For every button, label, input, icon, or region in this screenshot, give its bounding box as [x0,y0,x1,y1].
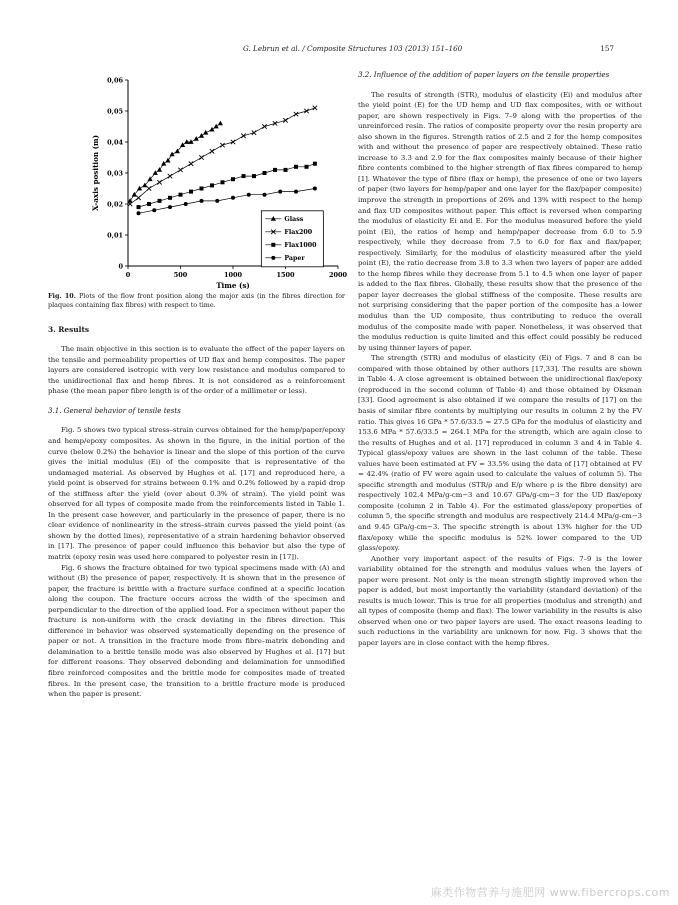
data-point-glass [218,121,223,126]
x-tick-label: 1000 [223,271,243,279]
x-tick-label: 0 [125,271,131,279]
data-point-glass [153,170,158,175]
y-tick-label: 0,03 [107,169,123,178]
data-point-flax1000 [200,187,204,191]
legend-label: Flax1000 [284,242,317,250]
series-line-glass [130,123,220,200]
y-tick-label: 0,05 [107,107,123,116]
data-point-flax200 [273,121,277,125]
section-heading-results: 3. Results [48,324,90,334]
subsection-heading: 3.1. General behavior of tensile tests [48,405,181,415]
data-point-flax1000 [284,168,288,172]
data-point-flax200 [294,112,298,116]
y-tick-label: 0,02 [107,200,123,209]
data-point-flax1000 [168,196,172,200]
data-point-glass [199,133,204,138]
x-tick-label: 1500 [276,271,295,279]
data-point-flax200 [313,106,317,110]
data-point-flax200 [178,168,182,172]
watermark: 麻类作物营养与施肥网 www.fibercrops.com [430,886,670,899]
paragraph: Fig. 6 shows the fracture obtained for two typical specimens made with (A) and without (B) the presence of paper, respectively. It is shown that in the presence of paper, the fracture is brittle with a fracture surface confined at a specific location along the coupon. The fracture occurs across the width of the specimen and perpendicular to the direction of the applied load. For a specimen without paper the fracture is non-uniform with the crack deviating in the fibres direction. This difference in behavior was observed systematically depending on the presence of paper or not. A transition in the fracture mode from fibre–matrix debonding and delamination to a brittle tensile mode was also observed by Hughes et al. [17] but for different reasons. They observed debonding and delamination for unmodified fibre reinforced composites and the brittle mode for composites made of treated fibres. In the present case, the transition to a brittle fracture mode is produced when the paper is present. [48,563,345,699]
legend-marker-paper [271,256,275,260]
data-point-flax200 [262,124,266,128]
data-point-flax1000 [147,202,151,206]
data-point-paper [215,199,219,203]
data-point-paper [200,199,204,203]
data-point-flax1000 [189,190,193,194]
data-point-paper [263,193,267,197]
data-point-flax1000 [305,165,309,169]
data-point-glass [184,139,189,144]
data-point-flax1000 [158,199,162,203]
data-point-flax200 [252,131,256,135]
y-tick-label: 0,04 [107,138,123,147]
data-point-flax200 [168,174,172,178]
data-point-paper [278,190,282,194]
data-point-flax1000 [242,174,246,178]
data-point-flax1000 [252,174,256,178]
x-tick-label: 2000 [328,271,348,279]
data-point-flax1000 [313,162,317,166]
paragraph: Fig. 5 shows two typical stress–strain curves obtained for the hemp/paper/epoxy and hemp/epoxy composites. As shown in the figure, in the initial portion of the curve (below 0.2%) the behavior is linear and the slope of this portion of the curve gives the initial modulus (Ei) of the composite that is representative of the undamaged material. As observed by Hughes et al. [17] and reproduced here, a yield point is observed for strains between 0.1% and 0.2% followed by a rapid drop of the stiffness after the yield (over about 0.3% of strain). The yield point was observed for all types of composite made from the reinforcements listed in Table 1. In the present case however, and particularly in the presence of paper, there is no clear evidence of nonlinearity in the stress–strain curves passed the yield point (as shown by the dotted lines), representative of a strain hardening behavior observed in [17]. The presence of paper could influence this behavior but also the type of matrix (epoxy resin was used here compared to polyester resin in [17]). [48,426,345,561]
right-column [358,70,642,649]
legend-label: Flax200 [284,229,313,237]
data-point-flax200 [199,155,203,159]
legend-marker-flax1000 [271,243,275,247]
paragraph: The strength (STR) and modulus of elasticity (Ei) of Figs. 7 and 8 can be compared with those obtained by other authors [17,33]. The results are shown in Table 4. A close agreement is obtained between the unidirectional flax/epoxy (reproduced in the second column of Table 4) and those obtained by Oksman [33]. Good agreement is also obtained if we compare the results of [17] on the basis of similar fibre contents by multiplying our results in column 2 by the FV ratio. This gives 16 GPa * 57.6/33.5 = 27.5 GPa for the modulus of elasticity and 153.6 MPa * 57.6/33.5 = 264.1 MPa for the strength, which are again close to the results of Hughes and et al. [17] reproduced in column 3 and 4 in Table 4. Typical glass/epoxy values are shown in the last column of the table. These values have been estimated at FV = 33.5% using the data of [17] obtained at FV = 42.4% (ratio of FV were again used to calculate the values of column 5). The specific strength and modulus (STR/ρ and E/ρ where ρ is the fibre density) are respectively 102.4 MPa/g-cm−3 and 10.67 GPa/g-cm−3 for the UD flax/epoxy composite (column 2 in Table 4). For the estimated glass/epoxy properties of column 5, the specific strength and modulus are respectively 214.4 MPa/g-cm−3 and 9.45 GPa/g-cm−3. The specific strength is about 13% higher for the UD flax/epoxy while the specific modulus is 52% lower compared to the UD glass/epoxy. [358,354,642,553]
paragraph: The main objective in this section is to evaluate the effect of the paper layers on the tensile and permeability properties of UD flax and hemp composites. The paper layers are considered isotropic with very low resistance and modulus compared to the unidirectional flax and hemp fibres. It is not considered as a reinforcement phase (the mean paper fibre length is of the order of a millimeter or less). [48,345,345,396]
figure-10 [48,70,348,290]
data-point-glass [161,161,166,166]
paragraph: Another very important aspect of the results of Figs. 7–9 is the lower variability obtained for the strength and modulus values when the layers of paper were present. Not only is the mean strength slightly improved when the paper is added, but most importantly the variability (standard deviation) of the results is much lower. This is true for all properties (modulus and strength) and all types of composite (hemp and flax). The lower variability in the results is also observed when one or two paper layers are used. The exact reasons leading to such reductions in the variability are unknown for now. Fig. 3 shows that the paper layers are in close contact with the hemp fibres. [358,554,642,647]
flow-front-chart [48,70,348,290]
data-point-paper [231,196,235,200]
running-head: G. Lebrun et al. / Composite Structures 103 (2013) 151–160 [243,44,463,53]
data-point-flax200 [147,186,151,190]
legend-label: Paper [284,255,305,263]
data-point-flax1000 [221,180,225,184]
data-point-glass [170,152,175,157]
data-point-paper [137,211,141,215]
y-tick-label: 0,06 [107,76,123,85]
data-point-flax1000 [263,171,267,175]
series-line-flax1000 [139,164,315,207]
data-point-paper [313,187,317,191]
subsection-heading: 3.2. Influence of the addition of paper layers on the tensile properties [358,70,610,79]
series-line-paper [139,189,315,214]
y-tick-label: 0 [118,262,123,271]
data-point-flax1000 [210,183,214,187]
data-point-paper [294,190,298,194]
data-point-glass [194,136,199,141]
data-point-glass [180,142,185,147]
figure-caption-label: Fig. 10. [48,292,76,300]
data-point-flax200 [157,180,161,184]
legend-label: Glass [284,216,304,224]
data-point-glass [137,186,142,191]
data-point-flax200 [136,196,140,200]
data-point-flax200 [220,143,224,147]
data-point-flax1000 [231,177,235,181]
page-number: 157 [600,44,614,53]
data-point-flax200 [241,134,245,138]
data-point-paper [152,208,156,212]
data-point-paper [184,202,188,206]
data-point-paper [247,193,251,197]
data-point-flax200 [304,109,308,113]
data-point-flax200 [231,140,235,144]
x-axis-label: Time (s) [216,281,250,290]
data-point-flax200 [189,162,193,166]
data-point-flax1000 [273,168,277,172]
data-point-flax1000 [137,205,141,209]
data-point-flax200 [283,118,287,122]
figure-caption-text: Plots of the flow front position along the major axis (in the fibres direction for plaques containing flax fibres) with respect to time. [48,292,345,309]
left-column [48,70,348,700]
paragraph: The results of strength (STR), modulus of elasticity (Ei) and modulus after the yield point (E) for the UD hemp and UD flax composites, with or without paper, are shown respectively in Figs. 7–9 along with the properties of the unreinforced resin. The ratios of composite property over the resin property are also shown in the figures. Strength ratios of 2.5 and 2 for the hemp composites with and without the presence of paper are respectively obtained. These ratio increase to 3.3 and 2.9 for the flax composites mainly because of their higher fibre contents combined to the higher strength of flax fibres compared to hemp [1]. Whatever the type of fibre (flax or hemp), the presence of one or two layers of paper (two layers for hemp/paper and one layer for the flax/paper composite) improve the strength in proportions of 26% and 13% with respect to the hemp and flax UD composites without paper. This effect is reversed when comparing the modulus of elasticity Ei and E. For the modulus measured before the yield point (Ei), the ratios of hemp and hemp/paper decrease from 6.0 to 5.9 respectively, while they decrease from 7.5 to 6.0 for flax and flax/paper, respectively. Similarly, for the modulus of elasticity measured after the yield point (E), the ratio decrease from 3.8 to 3.3 when two layers of paper are added to the hemp fibres while they decrease from 5.1 to 4.5 when one layer of paper is added to the flax fibres. Globally, these results show that the presence of the paper layer decreases the global stiffness of the composite. These results are not surprising considering that the paper portion of the composite has a lower modulus than the UD composite, thus contributing to reduce the overall modulus of the composite made with paper. Nonetheless, it was observed that the modulus reduction is quite limited and this effect could possibly be reduced by using thinner layers of paper. [358,90,642,352]
data-point-glass [209,127,214,132]
figure-caption [48,292,345,310]
data-point-glass [214,124,219,129]
data-point-flax1000 [179,193,183,197]
data-point-flax200 [210,149,214,153]
data-point-paper [168,205,172,209]
data-point-glass [203,130,208,135]
y-tick-label: 0,01 [107,231,123,240]
y-axis-label: X-axis position (m) [91,134,100,212]
data-point-flax1000 [294,165,298,169]
x-tick-label: 500 [173,271,188,279]
data-point-glass [188,139,193,144]
